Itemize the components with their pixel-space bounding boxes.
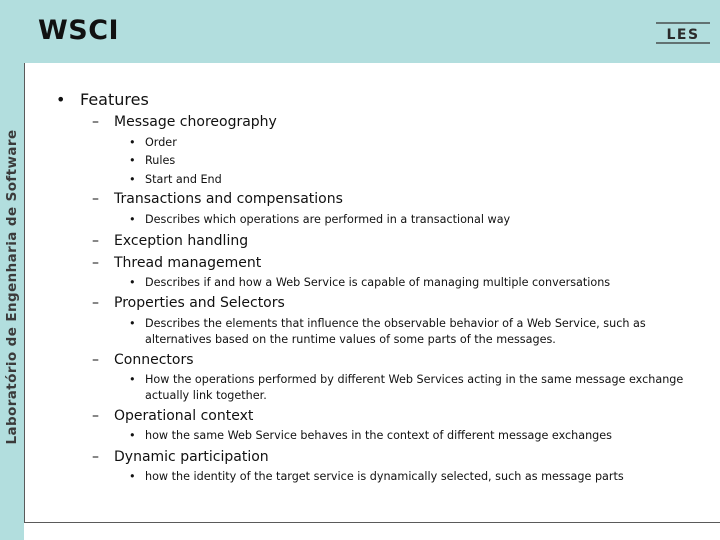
item-text: Rules [145, 154, 176, 167]
features-label: Features [80, 90, 149, 109]
dash: – [92, 352, 99, 368]
section-label: Transactions and compensations [114, 191, 343, 207]
dash: – [92, 408, 99, 424]
sidebar-caption [0, 0, 24, 540]
dash: – [92, 295, 99, 311]
logo-text: LES [666, 27, 700, 43]
bullet: • [129, 276, 136, 289]
item-text: Describes if and how a Web Service is capable of managing multiple conversations [145, 276, 611, 289]
section-label: Message choreography [114, 114, 277, 130]
bullet: • [56, 90, 66, 109]
slide-title: WSCI [38, 15, 120, 46]
les-logo-icon [654, 20, 712, 46]
dash: – [92, 233, 99, 249]
bullet: • [129, 317, 136, 330]
section-label: Properties and Selectors [114, 295, 285, 311]
item-text: Describes which operations are performed in a transactional way [145, 213, 511, 226]
dash: – [92, 255, 99, 271]
bullet: • [129, 154, 136, 167]
item-text: Describes the elements that influence the observable behavior of a Web Service, such as alternatives based on the runtime values of some parts of the messages. [145, 317, 646, 346]
item-text: Start and End [145, 173, 222, 186]
bullet: • [129, 373, 136, 386]
section-label: Connectors [114, 352, 194, 368]
section-label: Operational context [114, 408, 254, 424]
bullet: • [129, 213, 136, 226]
dash: – [92, 449, 99, 465]
section-label: Thread management [114, 255, 262, 271]
section-label: Exception handling [114, 233, 249, 249]
header-band [24, 0, 720, 63]
bullet: • [129, 173, 136, 186]
item-text: Order [145, 136, 177, 149]
dash: – [92, 114, 99, 130]
sidebar-caption-text: Laboratório de Engenharia de Software [4, 129, 20, 445]
frame-left-line [24, 63, 25, 523]
item-text: How the operations performed by different Web Services acting in the same message exchange actually link together. [145, 373, 684, 402]
bullet: • [129, 136, 136, 149]
bullet: • [129, 429, 136, 442]
item-text: how the identity of the target service is dynamically selected, such as message parts [145, 470, 624, 483]
item-text: how the same Web Service behaves in the context of different message exchanges [145, 429, 612, 442]
dash: – [92, 191, 99, 207]
frame-bottom-line [24, 522, 720, 523]
section-label: Dynamic participation [114, 449, 269, 465]
bullet: • [129, 470, 136, 483]
